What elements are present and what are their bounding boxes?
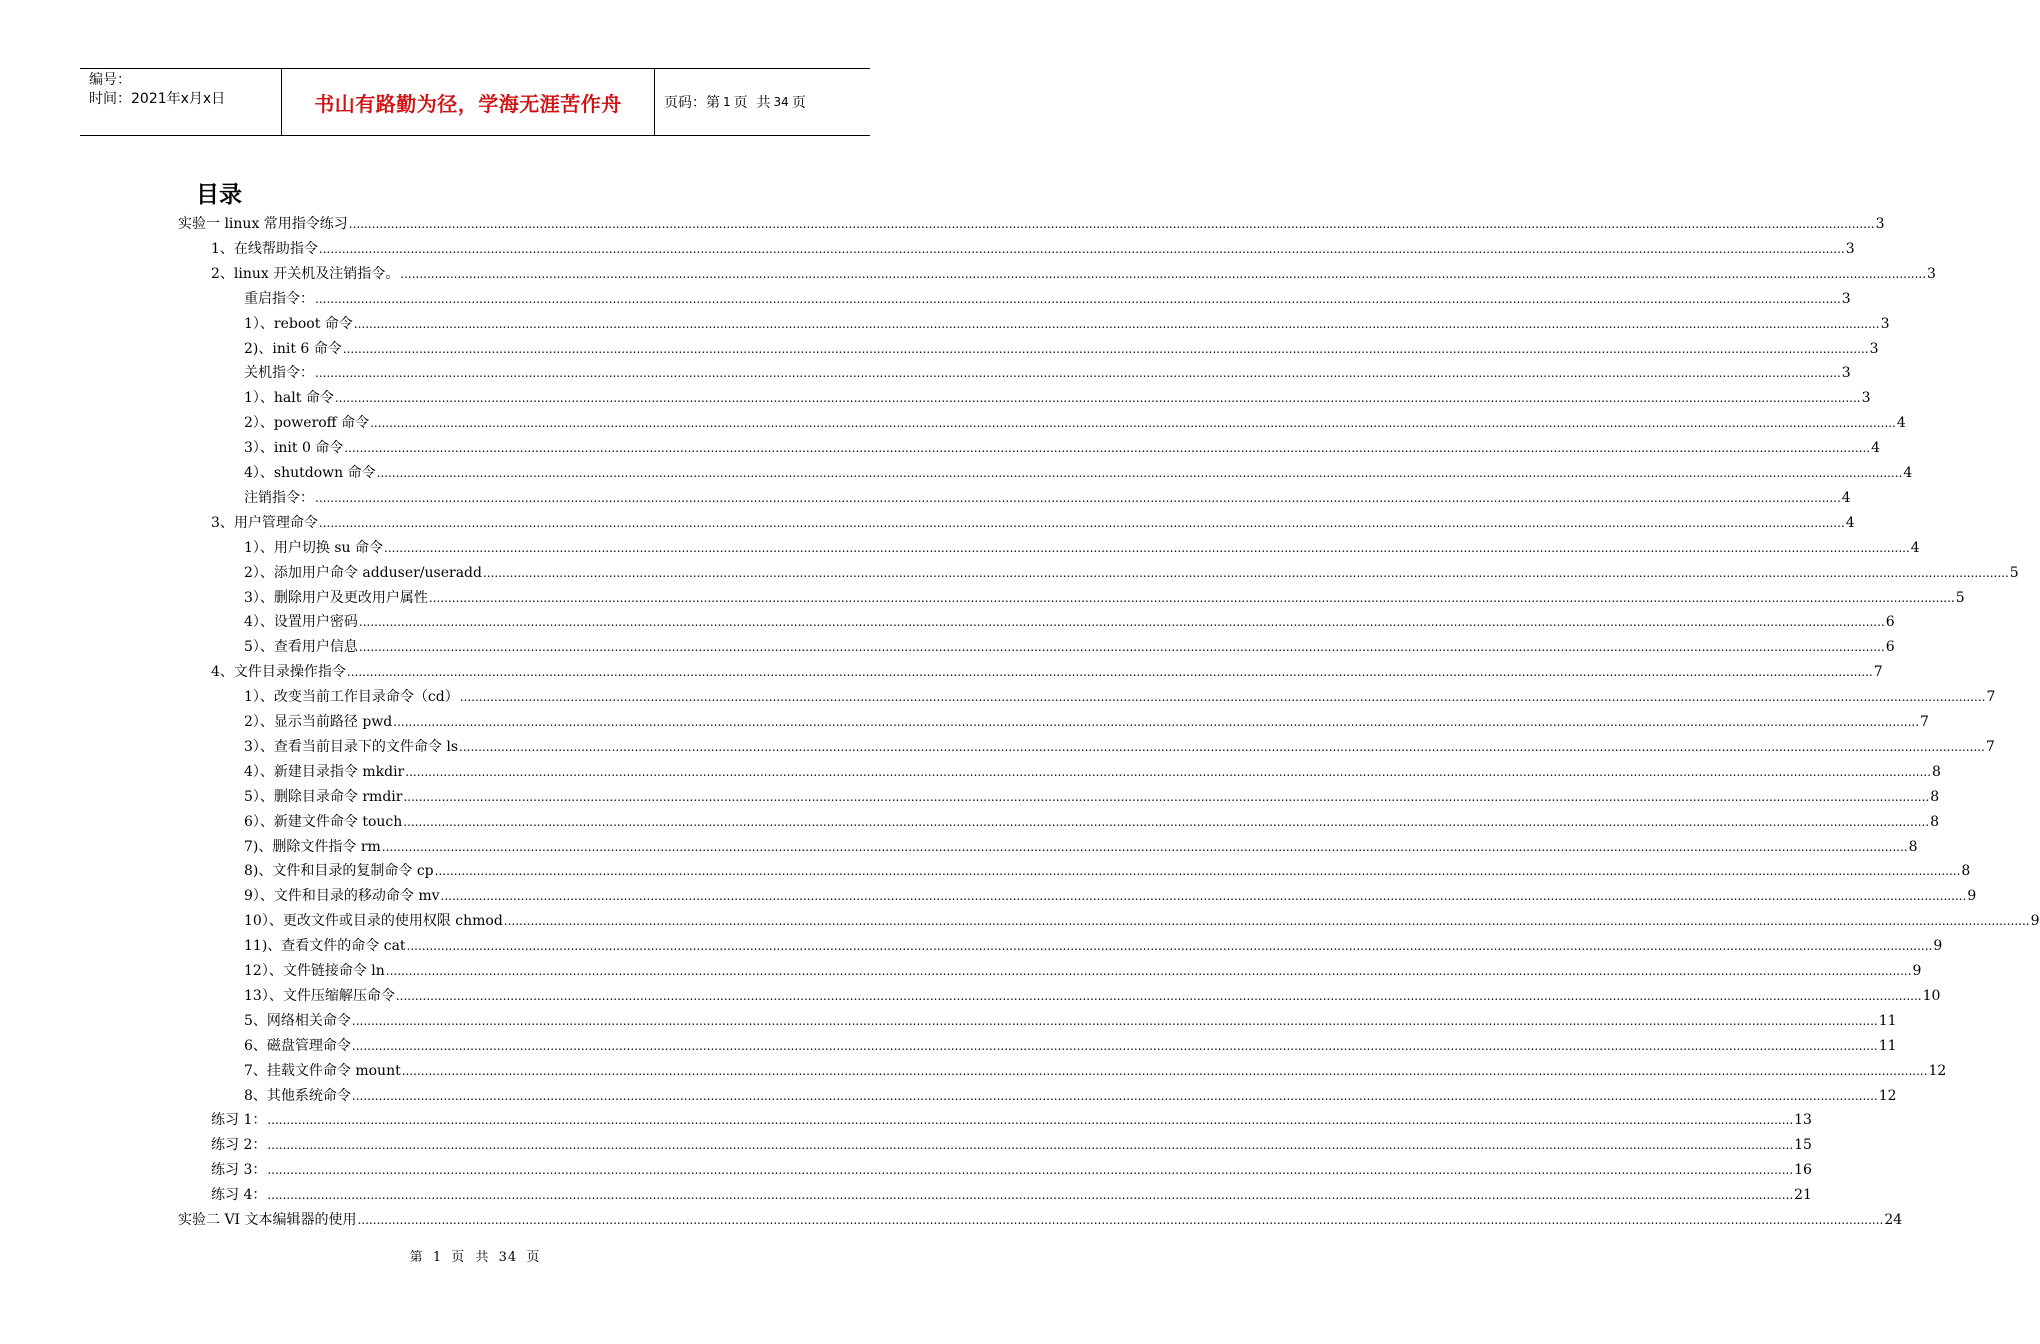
toc-entry[interactable] xyxy=(244,314,1890,334)
toc-entry-page: 7 xyxy=(1986,689,1996,705)
toc-leader-dots: ................................................................................................................................................................................................................................................................................................................................................................................................................ xyxy=(370,416,1896,430)
header-page-current: 1 xyxy=(723,95,731,109)
toc-entry-label: 13）、文件压缩解压命令 xyxy=(244,988,395,1004)
toc-entry-label: 4）、新建目录指令 mkdir xyxy=(244,764,405,780)
toc-entry-label: 3）、init 0 命令 xyxy=(244,440,344,456)
toc-leader-dots: ................................................................................................................................................................................................................................................................................................................................................................................................................ xyxy=(267,1113,1794,1127)
toc-leader-dots: ................................................................................................................................................................................................................................................................................................................................................................................................................ xyxy=(503,914,2030,928)
toc-leader-dots: ................................................................................................................................................................................................................................................................................................................................................................................................................ xyxy=(267,1138,1794,1152)
toc-entry-label: 8)、文件和目录的复制命令 cp xyxy=(244,863,434,879)
toc-entry-page: 4 xyxy=(1841,490,1851,506)
toc-leader-dots: ................................................................................................................................................................................................................................................................................................................................................................................................................ xyxy=(351,1039,1878,1053)
toc-entry-label: 2）、显示当前路径 pwd xyxy=(244,714,393,730)
toc-entry-label: 3、用户管理命令 xyxy=(211,515,318,531)
toc-leader-dots: ................................................................................................................................................................................................................................................................................................................................................................................................................ xyxy=(385,964,1912,978)
toc-entry-page: 3 xyxy=(1861,390,1871,406)
toc-leader-dots: ................................................................................................................................................................................................................................................................................................................................................................................................................ xyxy=(357,1213,1884,1227)
toc-entry-page: 3 xyxy=(1841,291,1851,307)
toc-entry[interactable] xyxy=(244,861,1971,881)
toc-entry-label: 3）、删除用户及更改用户属性 xyxy=(244,590,428,606)
header-time-label: 时间：2021年x月x日 xyxy=(89,91,226,107)
toc-leader-dots: ................................................................................................................................................................................................................................................................................................................................................................................................................ xyxy=(348,217,1875,231)
toc-entry-page: 3 xyxy=(1875,216,1885,232)
toc-entry-label: 4）、设置用户密码 xyxy=(244,614,358,630)
toc-entry[interactable] xyxy=(244,637,1895,657)
toc-entry-label: 11)、查看文件的命令 cat xyxy=(244,938,406,954)
toc-entry-page: 8 xyxy=(1930,789,1940,805)
toc-entry-label: 2)、init 6 命令 xyxy=(244,341,342,357)
toc-entry[interactable] xyxy=(244,687,1996,707)
toc-entry[interactable] xyxy=(211,662,1883,682)
toc-entry-label: 6）、新建文件命令 touch xyxy=(244,814,403,830)
toc-entry-page: 4 xyxy=(1903,465,1913,481)
toc-entry[interactable] xyxy=(244,363,1851,383)
toc-leader-dots: ................................................................................................................................................................................................................................................................................................................................................................................................................ xyxy=(315,491,1841,505)
toc-entry[interactable] xyxy=(244,787,1940,807)
toc-entry-page: 3 xyxy=(1845,241,1855,257)
toc-leader-dots: ................................................................................................................................................................................................................................................................................................................................................................................................................ xyxy=(406,939,1933,953)
toc-entry-label: 8、其他系统命令 xyxy=(244,1088,351,1104)
toc-entry-label: 12）、文件链接命令 ln xyxy=(244,963,385,979)
toc-leader-dots: ................................................................................................................................................................................................................................................................................................................................................................................................................ xyxy=(267,1188,1794,1202)
toc-entry-page: 10 xyxy=(1922,988,1941,1004)
toc-title: 目录 xyxy=(196,182,242,208)
toc-leader-dots: ................................................................................................................................................................................................................................................................................................................................................................................................................ xyxy=(376,466,1903,480)
toc-entry[interactable] xyxy=(244,762,1941,782)
toc-leader-dots: ................................................................................................................................................................................................................................................................................................................................................................................................................ xyxy=(346,665,1873,679)
toc-entry-page: 9 xyxy=(2030,913,2040,929)
toc-entry-page: 8 xyxy=(1961,863,1971,879)
toc-leader-dots: ................................................................................................................................................................................................................................................................................................................................................................................................................ xyxy=(393,715,1920,729)
toc-entry-label: 4）、shutdown 命令 xyxy=(244,465,376,481)
toc-entry-page: 5 xyxy=(1955,590,1965,606)
toc-entry-label: 1）、改变当前工作目录命令（cd） xyxy=(244,689,459,705)
toc-entry-page: 21 xyxy=(1794,1187,1812,1203)
toc-entry-page: 13 xyxy=(1794,1112,1812,1128)
toc-leader-dots: ................................................................................................................................................................................................................................................................................................................................................................................................................ xyxy=(267,1163,1794,1177)
toc-entry-label: 1）、halt 命令 xyxy=(244,390,334,406)
header-meta xyxy=(80,69,282,135)
toc-leader-dots: ................................................................................................................................................................................................................................................................................................................................................................................................................ xyxy=(315,366,1841,380)
toc-entry[interactable] xyxy=(244,413,1906,433)
toc-entry-label: 练习 2： xyxy=(211,1137,267,1153)
toc-entry[interactable] xyxy=(244,488,1851,508)
toc-entry-page: 12 xyxy=(1878,1088,1897,1104)
toc-leader-dots: ................................................................................................................................................................................................................................................................................................................................................................................................................ xyxy=(351,1014,1878,1028)
toc-entry-label: 注销指令： xyxy=(244,490,314,506)
toc-leader-dots: ................................................................................................................................................................................................................................................................................................................................................................................................................ xyxy=(344,441,1871,455)
toc-entry[interactable] xyxy=(244,1011,1897,1031)
toc-entry-label: 练习 4： xyxy=(211,1187,267,1203)
toc-leader-dots: ................................................................................................................................................................................................................................................................................................................................................................................................................ xyxy=(351,1089,1878,1103)
toc-entry-label: 2、linux 开关机及注销指令。 xyxy=(211,266,400,282)
toc-leader-dots: ................................................................................................................................................................................................................................................................................................................................................................................................................ xyxy=(403,815,1930,829)
toc-entry-label: 7)、删除文件指令 rm xyxy=(244,839,381,855)
toc-entry[interactable] xyxy=(244,886,1977,906)
toc-entry-page: 7 xyxy=(1873,664,1883,680)
toc-entry[interactable] xyxy=(244,986,1941,1006)
toc-leader-dots: ................................................................................................................................................................................................................................................................................................................................................................................................................ xyxy=(318,242,1845,256)
toc-entry-page: 3 xyxy=(1869,341,1879,357)
toc-entry-page: 12 xyxy=(1928,1063,1947,1079)
toc-entry[interactable] xyxy=(244,712,1929,732)
toc-entry-page: 3 xyxy=(1927,266,1936,282)
header-page-total: 34 xyxy=(773,95,789,109)
footer-suffix: 页 xyxy=(526,1250,541,1265)
toc-entry-label: 重启指令： xyxy=(244,291,314,307)
toc-leader-dots: ................................................................................................................................................................................................................................................................................................................................................................................................................ xyxy=(395,989,1922,1003)
toc-entry-label: 3）、查看当前目录下的文件命令 ls xyxy=(244,739,459,755)
toc-entry[interactable] xyxy=(244,1086,1897,1106)
toc-entry[interactable] xyxy=(178,214,1885,234)
toc-entry-page: 8 xyxy=(1930,814,1939,830)
toc-entry[interactable] xyxy=(244,837,1918,857)
toc-entry[interactable] xyxy=(244,538,1920,558)
toc-entry[interactable] xyxy=(244,612,1895,632)
toc-leader-dots: ................................................................................................................................................................................................................................................................................................................................................................................................................ xyxy=(482,566,2009,580)
toc-entry-page: 9 xyxy=(1933,938,1943,954)
toc-entry-page: 7 xyxy=(1985,739,1995,755)
toc-entry-label: 10）、更改文件或目录的使用权限 chmod xyxy=(244,913,503,929)
toc-entry-label: 1、在线帮助指令 xyxy=(211,241,318,257)
toc-entry-label: 练习 1： xyxy=(211,1112,267,1128)
toc-entry-label: 2）、poweroff 命令 xyxy=(244,415,370,431)
toc-entry-page: 11 xyxy=(1878,1013,1897,1029)
header-page-prefix: 页码：第 xyxy=(664,95,720,111)
header-page-info xyxy=(655,69,870,135)
toc-leader-dots: ................................................................................................................................................................................................................................................................................................................................................................................................................ xyxy=(315,292,1841,306)
toc-leader-dots: ................................................................................................................................................................................................................................................................................................................................................................................................................ xyxy=(434,864,1961,878)
toc-entry-page: 24 xyxy=(1884,1212,1903,1228)
toc-entry-page: 3 xyxy=(1880,316,1890,332)
toc-entry[interactable] xyxy=(244,463,1913,483)
toc-entry-label: 1）、用户切换 su 命令 xyxy=(244,540,384,556)
toc-leader-dots: ................................................................................................................................................................................................................................................................................................................................................................................................................ xyxy=(353,317,1880,331)
toc-entry-page: 9 xyxy=(1912,963,1922,979)
toc-entry[interactable] xyxy=(244,289,1851,309)
toc-entry[interactable] xyxy=(211,264,1936,284)
toc-leader-dots: ................................................................................................................................................................................................................................................................................................................................................................................................................ xyxy=(381,840,1908,854)
toc-entry-label: 1）、reboot 命令 xyxy=(244,316,353,332)
toc-entry-page: 15 xyxy=(1794,1137,1812,1153)
toc-leader-dots: ................................................................................................................................................................................................................................................................................................................................................................................................................ xyxy=(384,541,1910,555)
toc-leader-dots: ................................................................................................................................................................................................................................................................................................................................................................................................................ xyxy=(405,765,1932,779)
toc-leader-dots: ................................................................................................................................................................................................................................................................................................................................................................................................................ xyxy=(334,391,1861,405)
footer-prefix: 第 xyxy=(409,1250,424,1265)
toc-leader-dots: ................................................................................................................................................................................................................................................................................................................................................................................................................ xyxy=(459,690,1986,704)
header-motto: 书山有路勤为径，学海无涯苦作舟 xyxy=(282,69,655,135)
toc-entry-label: 关机指令： xyxy=(244,365,314,381)
toc-entry-label: 6、磁盘管理命令 xyxy=(244,1038,351,1054)
toc-entry-page: 4 xyxy=(1845,515,1855,531)
toc-entry-page: 7 xyxy=(1920,714,1929,730)
toc-entry-label: 2）、添加用户命令 adduser/useradd xyxy=(244,565,482,581)
toc-leader-dots: ................................................................................................................................................................................................................................................................................................................................................................................................................ xyxy=(358,640,1885,654)
footer-mid: 页 共 xyxy=(451,1250,490,1265)
toc-entry-page: 9 xyxy=(1967,888,1977,904)
toc-entry[interactable] xyxy=(211,239,1855,259)
toc-leader-dots: ................................................................................................................................................................................................................................................................................................................................................................................................................ xyxy=(401,1064,1928,1078)
toc-leader-dots: ................................................................................................................................................................................................................................................................................................................................................................................................................ xyxy=(440,889,1967,903)
toc-entry-page: 6 xyxy=(1885,639,1895,655)
toc-leader-dots: ................................................................................................................................................................................................................................................................................................................................................................................................................ xyxy=(358,615,1885,629)
toc-entry[interactable] xyxy=(211,1135,1812,1155)
toc-entry[interactable] xyxy=(244,737,1995,757)
toc-entry-label: 4、文件目录操作指令 xyxy=(211,664,346,680)
toc-entry[interactable] xyxy=(211,1110,1812,1130)
toc-entry-page: 8 xyxy=(1932,764,1941,780)
toc-entry-page: 4 xyxy=(1871,440,1881,456)
toc-entry[interactable] xyxy=(244,588,1965,608)
toc-entry-page: 6 xyxy=(1885,614,1895,630)
toc-entry[interactable] xyxy=(244,339,1879,359)
header-page-mid: 页 共 xyxy=(733,95,771,111)
toc-entry[interactable] xyxy=(211,513,1855,533)
toc-leader-dots: ................................................................................................................................................................................................................................................................................................................................................................................................................ xyxy=(318,516,1845,530)
toc-entry-label: 实验二 VI 文本编辑器的使用 xyxy=(178,1212,357,1228)
toc-entry-label: 5）、查看用户信息 xyxy=(244,639,358,655)
toc-entry[interactable] xyxy=(244,1061,1947,1081)
footer-page-total: 34 xyxy=(498,1250,518,1265)
toc-entry[interactable] xyxy=(244,1036,1897,1056)
toc-entry[interactable] xyxy=(178,1210,1903,1230)
toc-leader-dots: ................................................................................................................................................................................................................................................................................................................................................................................................................ xyxy=(400,267,1927,281)
header-number-label: 编号： xyxy=(89,72,131,88)
toc-entry[interactable] xyxy=(244,388,1871,408)
toc-entry-page: 5 xyxy=(2009,565,2019,581)
toc-leader-dots: ................................................................................................................................................................................................................................................................................................................................................................................................................ xyxy=(342,342,1869,356)
header-page-suffix: 页 xyxy=(791,95,806,111)
page-header xyxy=(80,68,870,136)
page-footer xyxy=(0,1246,950,1265)
toc-entry-page: 8 xyxy=(1908,839,1918,855)
toc-entry[interactable] xyxy=(244,438,1881,458)
toc-entry[interactable] xyxy=(211,1160,1812,1180)
toc-entry[interactable] xyxy=(244,911,2040,931)
toc-entry[interactable] xyxy=(211,1185,1812,1205)
toc-entry[interactable] xyxy=(244,812,1939,832)
toc-entry[interactable] xyxy=(244,563,2019,583)
footer-page-current: 1 xyxy=(432,1250,443,1265)
toc-entry[interactable] xyxy=(244,961,1922,981)
toc-entry-label: 实验一 linux 常用指令练习 xyxy=(178,216,348,232)
toc-entry-label: 5、网络相关命令 xyxy=(244,1013,351,1029)
toc-entry-page: 3 xyxy=(1841,365,1851,381)
toc-leader-dots: ................................................................................................................................................................................................................................................................................................................................................................................................................ xyxy=(428,591,1955,605)
toc-entry-label: 7、挂载文件命令 mount xyxy=(244,1063,401,1079)
toc-entry-label: 9）、文件和目录的移动命令 mv xyxy=(244,888,440,904)
toc-entry-page: 16 xyxy=(1794,1162,1812,1178)
toc-entry[interactable] xyxy=(244,936,1943,956)
toc-leader-dots: ................................................................................................................................................................................................................................................................................................................................................................................................................ xyxy=(403,790,1930,804)
toc-entry-label: 练习 3： xyxy=(211,1162,267,1178)
toc-entry-page: 4 xyxy=(1910,540,1920,556)
toc-leader-dots: ................................................................................................................................................................................................................................................................................................................................................................................................................ xyxy=(459,740,1985,754)
toc-entry-page: 4 xyxy=(1896,415,1906,431)
toc-entry-page: 11 xyxy=(1878,1038,1897,1054)
toc-entry-label: 5）、删除目录命令 rmdir xyxy=(244,789,403,805)
